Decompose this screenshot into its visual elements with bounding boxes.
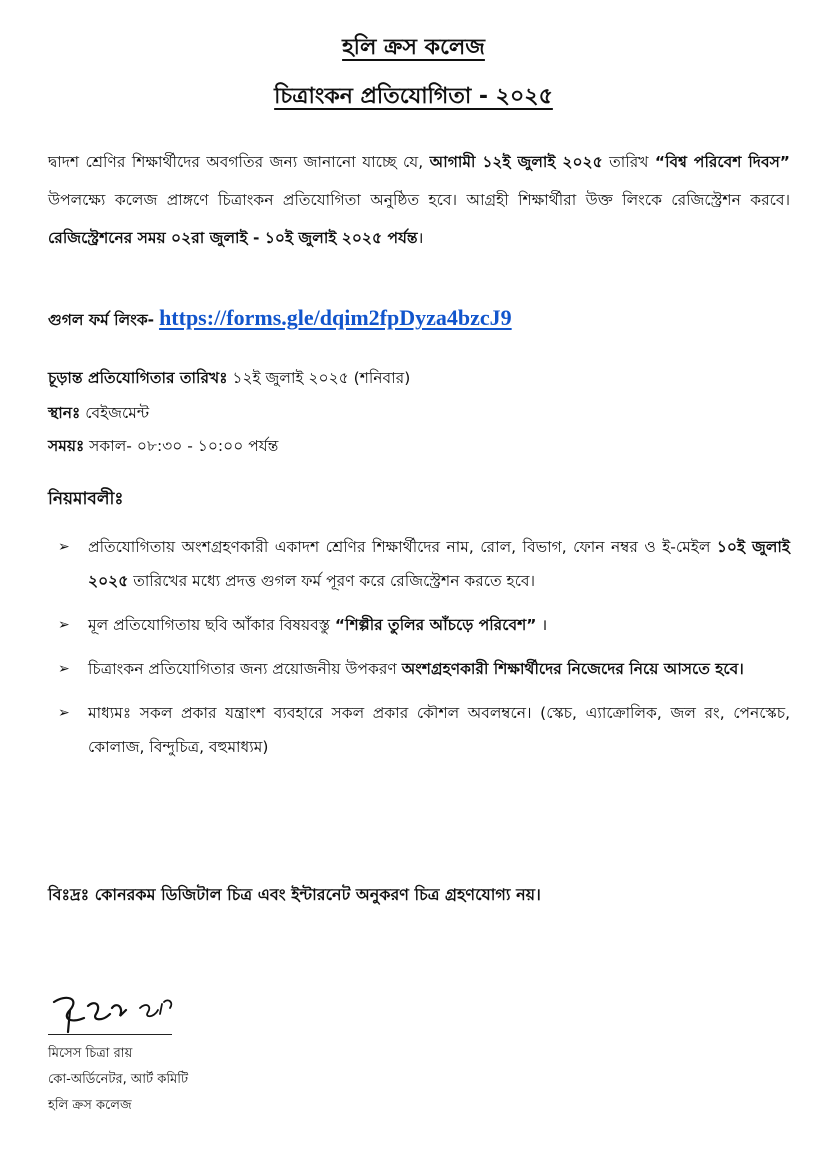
intro-text: উপলক্ষ্যে কলেজ প্রাঙ্গণে চিত্রাংকন প্রতিযোগিতা অনুষ্ঠিত হবে। আগ্রহী শিক্ষার্থীরা উক্ত লিংকে রেজিস্ট্রেশন করবে। xyxy=(48,191,790,209)
arrow-bullet-icon: ➢ xyxy=(58,705,70,721)
rule-text: মাধ্যমঃ সকল প্রকার যন্ত্রাংশ ব্যবহারে সকল প্রকার কৌশল অবলম্বনে। (স্কেচ, এ্যাক্রোলিক, জল রং, পেনস্কেচ, কোলাজ, বিন্দুচিত্র, বহুমাধ্যম) xyxy=(88,704,790,756)
arrow-bullet-icon: ➢ xyxy=(58,617,70,633)
rules-list xyxy=(48,530,790,774)
handwritten-signature xyxy=(40,988,200,1038)
venue-value: বেইজমেন্ট xyxy=(80,404,150,422)
signatory-name: মিসেস চিত্রা রায় xyxy=(48,1046,133,1061)
time-label: সময়ঃ xyxy=(48,437,85,455)
event-date-highlight: আগামী ১২ই জুলাই ২০২৫ xyxy=(429,153,603,171)
google-form-label: গুগল ফর্ম লিংক- xyxy=(48,311,155,329)
event-occasion-highlight: “বিশ্ব পরিবেশ দিবস” xyxy=(654,153,790,171)
intro-text: দ্বাদশ শ্রেণির শিক্ষার্থীদের অবগতির জন্য জানানো যাচ্ছে যে, xyxy=(48,153,430,171)
time-line xyxy=(48,434,790,460)
rule-item xyxy=(48,608,790,642)
rule-text: । xyxy=(536,616,548,634)
signatory-institution: হলি ক্রস কলেজ xyxy=(48,1098,132,1113)
rule-item xyxy=(48,530,790,598)
intro-text: । xyxy=(417,229,424,247)
venue-label: স্থানঃ xyxy=(48,404,81,422)
rule-item xyxy=(48,696,790,764)
signatory-designation: কো-অর্ডিনেটর, আর্ট কমিটি xyxy=(48,1072,189,1087)
rule-theme-highlight: “শিল্পীর তুলির আঁচড়ে পরিবেশ” xyxy=(334,616,537,634)
google-form-line xyxy=(48,305,790,334)
special-note: বিঃদ্রঃ কোনরকম ডিজিটাল চিত্র এবং ইন্টারনেট অনুকরণ চিত্র গ্রহণযোগ্য নয়। xyxy=(48,885,541,904)
rule-item xyxy=(48,652,790,686)
rule-text: চিত্রাংকন প্রতিযোগিতার জন্য প্রয়োজনীয় উপকরণ xyxy=(88,660,402,678)
final-date-value: ১২ই জুলাই ২০২৫ (শনিবার) xyxy=(227,369,411,387)
rule-text: তারিখের মধ্যে প্রদত্ত গুগল ফর্ম পূরণ করে রেজিস্ট্রেশন করতে হবে। xyxy=(128,572,536,590)
google-form-link[interactable]: https://forms.gle/dqim2fpDyza4bzcJ9 xyxy=(159,305,512,330)
event-title-heading: চিত্রাংকন প্রতিযোগিতা - ২০২৫ xyxy=(274,84,553,109)
intro-text: তারিখ xyxy=(602,153,655,171)
rule-text: প্রতিযোগিতায় অংশগ্রহণকারী একাদশ শ্রেণির শিক্ষার্থীদের নাম, রোল, বিভাগ, ফোন নম্বর ও ই-মেইল xyxy=(88,538,717,556)
arrow-bullet-icon: ➢ xyxy=(58,539,70,555)
rules-heading: নিয়মাবলীঃ xyxy=(48,489,124,509)
intro-paragraph xyxy=(48,143,790,257)
final-date-label: চূড়ান্ত প্রতিযোগিতার তারিখঃ xyxy=(48,369,228,387)
signature-line xyxy=(48,1034,172,1035)
registration-period-highlight: রেজিস্ট্রেশনের সময় ০২রা জুলাই - ১০ই জুলাই ২০২৫ পর্যন্ত xyxy=(48,229,418,247)
time-value: সকাল- ০৮:৩০ - ১০:০০ পর্যন্ত xyxy=(84,437,279,455)
rule-materials-highlight: অংশগ্রহণকারী শিক্ষার্থীদের নিজেদের নিয়ে আসতে হবে। xyxy=(401,660,744,678)
rule-deadline-highlight: ১০ই জুলাই ২০২৫ xyxy=(88,538,790,590)
final-date-line xyxy=(48,366,790,392)
venue-line xyxy=(48,401,790,427)
rule-text: মূল প্রতিযোগিতায় ছবি আঁকার বিষয়বস্তু xyxy=(88,616,335,634)
college-name-heading: হলি ক্রস কলেজ xyxy=(342,35,485,60)
arrow-bullet-icon: ➢ xyxy=(58,661,70,677)
